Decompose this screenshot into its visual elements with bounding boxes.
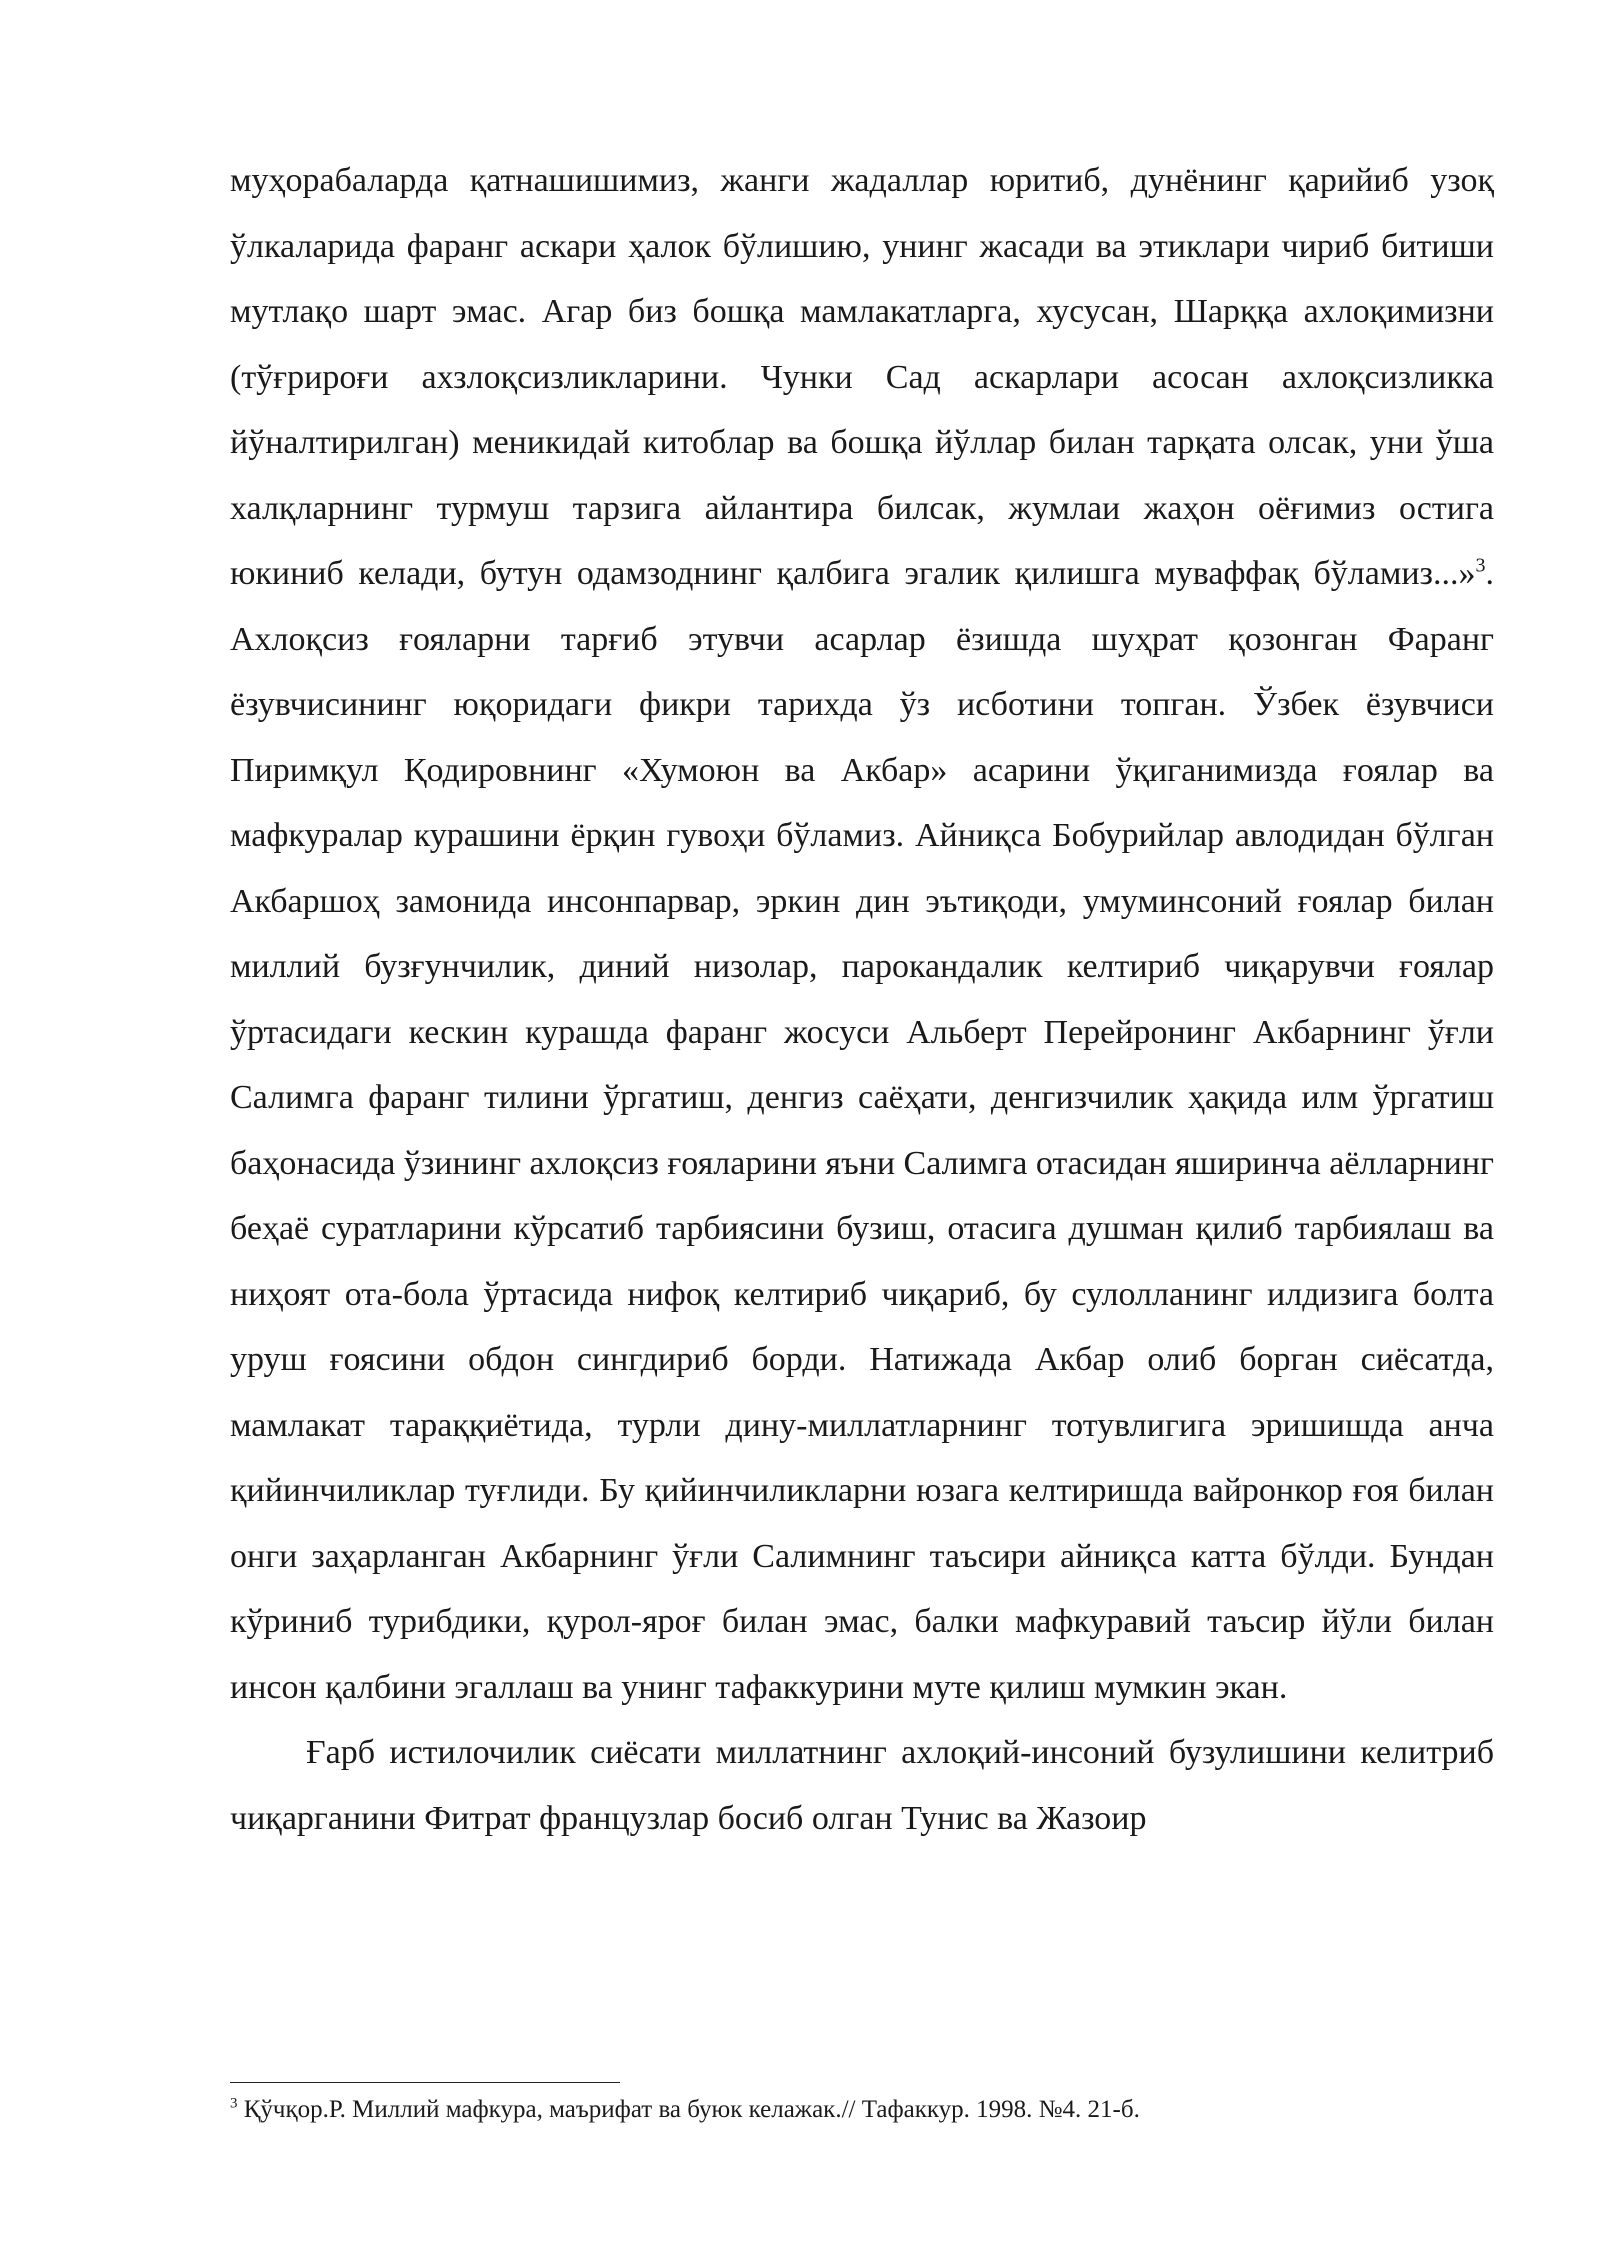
paragraph: Ғарб истилочилик сиёсати миллатнинг ахлоқий-инсоний бузулишини келитриб чиқарганини Фитрат французлар босиб олган Тунис ва Жазоир [230, 1734, 1494, 1837]
footnote [230, 2094, 1494, 2126]
paragraph-text: муҳорабаларда қатнашишимиз, жанги жадаллар юритиб, дунёнинг қарийиб узоқ ўлкаларида фаранг аскари ҳалок бўлишию, унинг жасади ва этиклари чириб битиши мутлақо шарт эмас. Агар биз бошқа мамлакатларга, хусусан, Шарққа ахлоқимизни (тўғрироғи ахзлоқсизликларини. Чунки Сад аскарлари асосан ахлоқсизликка йўналтирилган) меникидай китоблар ва бошқа йўллар билан тарқата олсак, уни ўша халқларнинг турмуш тарзига айлантира билсак, жумлаи жаҳон оёғимиз остига юкиниб келади, бутун одамзоднинг қалбига эгалик қилишга муваффақ бўламиз...» [230, 162, 1494, 592]
footnote-separator [230, 2082, 620, 2083]
footnote-text: Қўчқор.Р. Миллий мафкура, маърифат ва буюк келажак.// Тафаккур. 1998. №4. 21-б. [237, 2096, 1140, 2123]
paragraph-text: . Ахлоқсиз ғояларни тарғиб этувчи асарлар ёзишда шуҳрат қозонган Фаранг ёзувчисининг юқоридаги фикри тарихда ўз исботини топган. Ўзбек ёзувчиси Пиримқул Қодировнинг «Хумоюн ва Акбар» асарини ўқиганимизда ғоялар ва мафкуралар курашини ёрқин гувоҳи бўламиз. Айниқса Бобурийлар авлодидан бўлган Акбаршоҳ замонида инсонпарвар, эркин дин эътиқоди, умуминсоний ғоялар билан миллий бузғунчилик, диний низолар, парокандалик келтириб чиқарувчи ғоялар ўртасидаги кескин курашда фаранг жосуси Альберт Перейронинг Акбарнинг ўғли Салимга фаранг тилини ўргатиш, денгиз саёҳати, денгизчилик ҳақида илм ўргатиш баҳонасида ўзининг ахлоқсиз ғояларини яъни Салимга отасидан яширинча аёлларнинг беҳаё суратларини кўрсатиб тарбиясини бузиш, отасига душман қилиб тарбиялаш ва ниҳоят ота-бола ўртасида нифоқ келтириб чиқариб, бу сулолланинг илдизига болта уруш ғоясини обдон сингдириб борди. Натижада Акбар олиб борган сиёсатда, мамлакат тараққиётида, турли дину-миллатларнинг тотувлигига эришишда анча қийинчиликлар туғлиди. Бу қийинчиликларни юзага келтиришда вайронкор ғоя билан онги заҳарланган Акбарнинг ўғли Салимнинг таъсири айниқса катта бўлди. Бундан кўриниб турибдики, қурол-яроғ билан эмас, балки мафкуравий таъсир йўли билан инсон қалбини эгаллаш ва унинг тафаккурини муте қилиш мумкин экан. [230, 555, 1494, 1706]
paragraph [230, 148, 1494, 1720]
footnote-reference[interactable]: 3 [1475, 554, 1486, 577]
footnote-number: 3 [230, 2095, 238, 2112]
body-text [230, 148, 1494, 1851]
